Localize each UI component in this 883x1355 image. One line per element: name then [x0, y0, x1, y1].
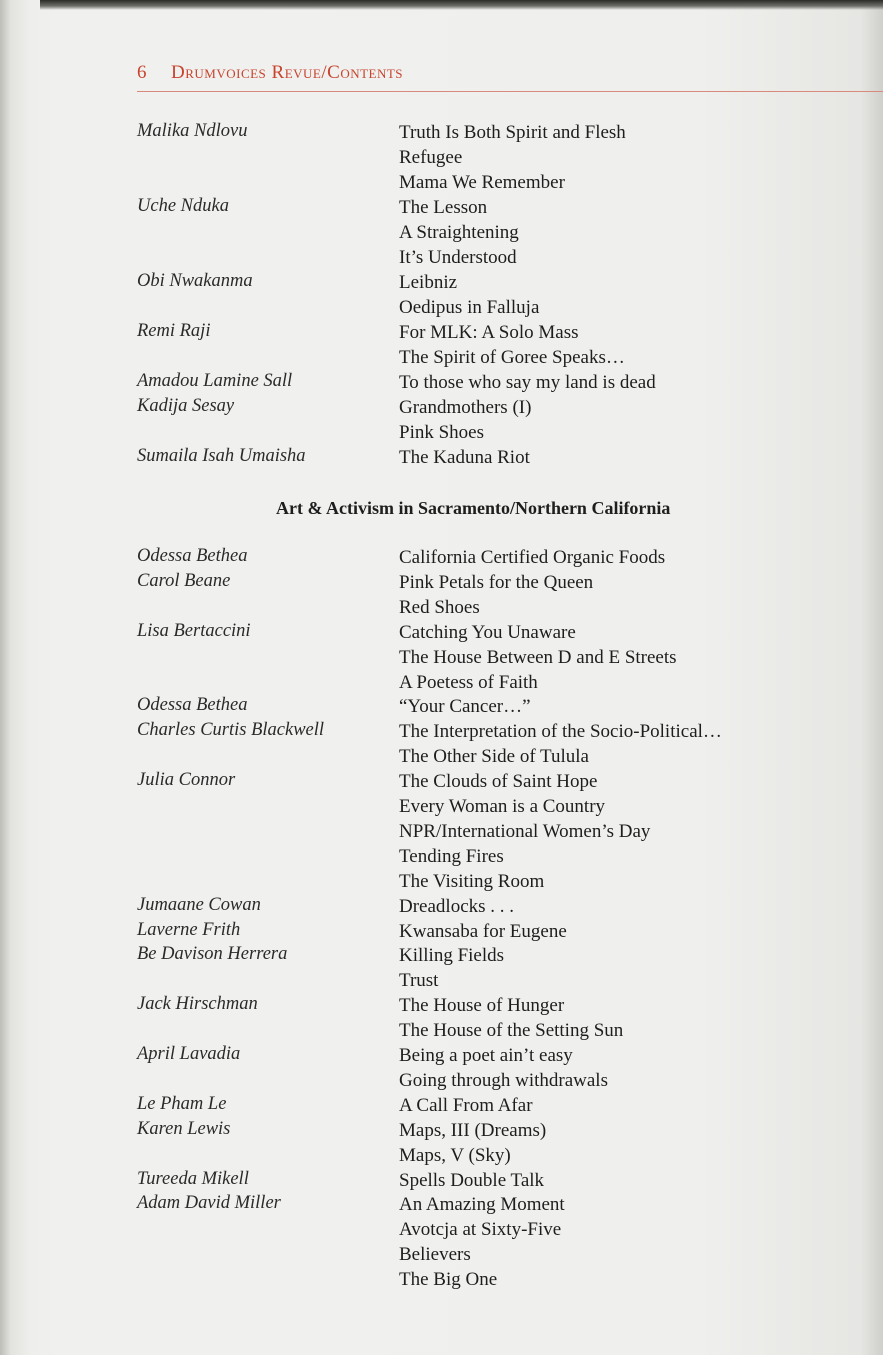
poem-title: Maps, V (Sky) — [399, 1144, 511, 1166]
poem-title: California Certified Organic Foods — [399, 547, 666, 568]
poem-title: Oedipus in Falluja — [399, 297, 540, 318]
author-name: Jack Hirschman — [137, 994, 258, 1015]
poem-title: To those who say my land is dead — [399, 372, 656, 393]
poem-title: Mama We Remember — [399, 172, 565, 193]
poem-title: Red Shoes — [399, 596, 480, 618]
author-name: Lisa Bertaccini — [137, 620, 251, 641]
author-name: Tureeda Mikell — [137, 1168, 249, 1189]
author-name: Odessa Bethea — [137, 546, 248, 566]
poem-title: Kwansaba for Eugene — [399, 920, 567, 942]
author-name: Amadou Lamine Sall — [137, 371, 293, 391]
author-name: Jumaane Cowan — [137, 894, 261, 915]
poem-title: Catching You Unaware — [399, 621, 576, 643]
author-name: Charles Curtis Blackwell — [137, 720, 325, 741]
poem-title: Refugee — [399, 147, 463, 168]
author-name: Malika Ndlovu — [137, 121, 248, 141]
poem-title: A Call From Afar — [399, 1094, 533, 1116]
page-number: 6 — [137, 62, 147, 83]
poem-title: A Straightening — [399, 222, 519, 243]
author-name: Obi Nwakanma — [137, 271, 253, 291]
page-edge-top — [40, 0, 883, 10]
author-name: Be Davison Herrera — [137, 944, 288, 965]
author-name: Sumaila Isah Umaisha — [137, 446, 306, 466]
poem-title: Avotcja at Sixty-Five — [399, 1219, 562, 1241]
header-title: Drumvoices Revue/Contents — [171, 62, 404, 83]
poem-title: The House of the Setting Sun — [399, 1020, 624, 1042]
poem-title: The House of Hunger — [399, 995, 565, 1017]
poem-title: The Big One — [399, 1269, 498, 1291]
poem-title: Believers — [399, 1244, 471, 1266]
author-name: Julia Connor — [137, 770, 236, 791]
poem-title: The Interpretation of the Socio-Political… — [399, 721, 722, 743]
poem-title: It’s Understood — [399, 247, 517, 268]
poem-title: Killing Fields — [399, 945, 505, 967]
poem-title: Trust — [399, 970, 439, 992]
running-header — [137, 62, 403, 84]
poem-title: The Spirit of Goree Speaks… — [399, 347, 625, 368]
poem-title: Maps, III (Dreams) — [399, 1119, 547, 1141]
poem-title: NPR/International Women’s Day — [399, 820, 651, 842]
author-name: Le Pham Le — [137, 1093, 227, 1114]
poem-title: The Lesson — [399, 197, 488, 218]
poem-title: A Poetess of Faith — [399, 671, 538, 693]
poem-title: Pink Petals for the Queen — [399, 571, 594, 593]
poem-title: The Other Side of Tulula — [399, 746, 589, 768]
poem-title: Truth Is Both Spirit and Flesh — [399, 122, 626, 143]
poem-title: Grandmothers (I) — [399, 397, 532, 418]
poem-title: Pink Shoes — [399, 422, 484, 443]
poem-title: The Kaduna Riot — [399, 447, 530, 468]
author-name: Odessa Bethea — [137, 695, 248, 716]
section-heading: Art & Activism in Sacramento/Northern California — [276, 498, 671, 518]
author-name: April Lavadia — [137, 1044, 241, 1064]
author-name: Kadija Sesay — [137, 396, 235, 416]
poem-title: The House Between D and E Streets — [399, 646, 677, 668]
poem-title: The Clouds of Saint Hope — [399, 771, 598, 793]
poem-title: Spells Double Talk — [399, 1169, 545, 1191]
author-name: Carol Beane — [137, 570, 231, 591]
poem-title: “Your Cancer…” — [399, 696, 531, 718]
poem-title: The Visiting Room — [399, 870, 545, 892]
author-name: Remi Raji — [137, 321, 211, 341]
poem-title: Being a poet ain’t easy — [399, 1045, 573, 1066]
poem-title: Dreadlocks . . . — [399, 895, 515, 917]
author-name: Uche Nduka — [137, 196, 229, 216]
author-name: Laverne Frith — [137, 919, 241, 940]
poem-title: For MLK: A Solo Mass — [399, 322, 579, 343]
poem-title: Tending Fires — [399, 845, 504, 867]
author-name: Adam David Miller — [137, 1193, 281, 1214]
page-edge-left — [0, 0, 10, 1355]
header-rule — [137, 91, 883, 92]
poem-title: Going through withdrawals — [399, 1069, 608, 1091]
poem-title: Every Woman is a Country — [399, 796, 606, 817]
author-name: Karen Lewis — [137, 1118, 231, 1139]
poem-title: Leibniz — [399, 272, 458, 293]
poem-title: An Amazing Moment — [399, 1194, 565, 1216]
